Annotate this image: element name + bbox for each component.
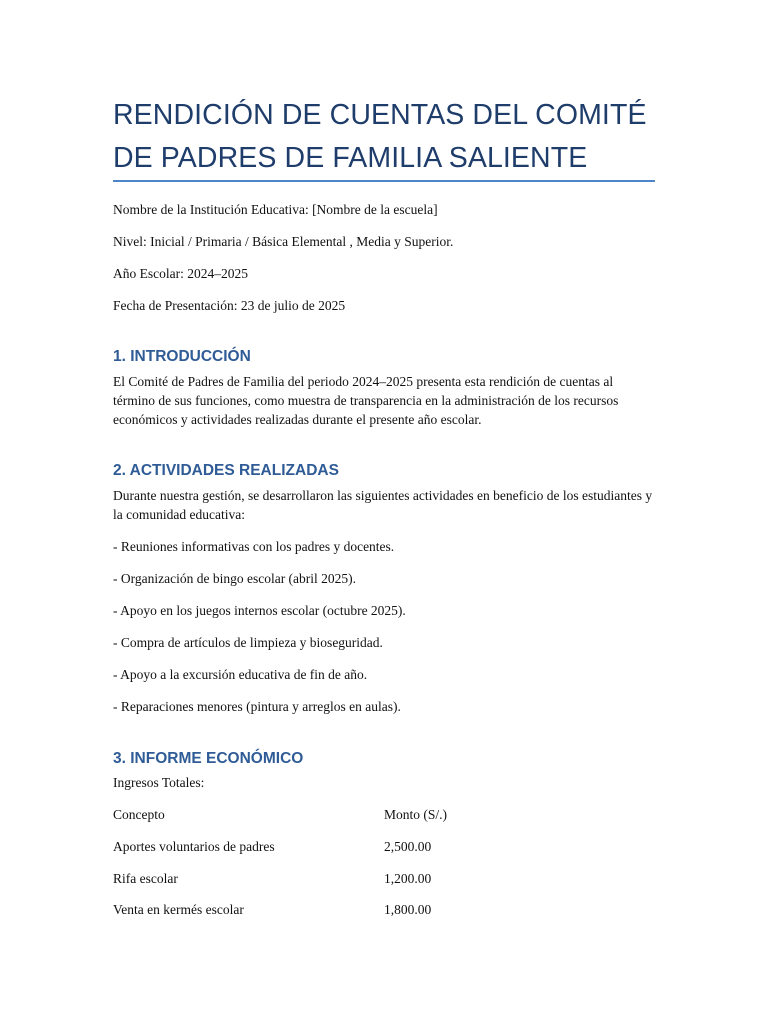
- activity-item: - Organización de bingo escolar (abril 2025).: [113, 571, 357, 586]
- section-heading-actividades: 2. ACTIVIDADES REALIZADAS: [113, 462, 339, 479]
- table-cell-monto: 1,800.00: [384, 902, 432, 917]
- table-cell-concepto: Venta en kermés escolar: [113, 902, 244, 917]
- section-heading-introduccion: 1. INTRODUCCIÓN: [113, 348, 251, 365]
- table-row: [113, 837, 655, 856]
- level-line: Nivel: Inicial / Primaria / Básica Elemental , Media y Superior.: [113, 234, 454, 249]
- document-title: RENDICIÓN DE CUENTAS DEL COMITÉ DE PADRES DE FAMILIA SALIENTE: [113, 99, 647, 174]
- table-cell-concepto: Aportes voluntarios de padres: [113, 839, 275, 854]
- table-cell-concepto: Rifa escolar: [113, 871, 178, 886]
- institution-line: Nombre de la Institución Educativa: [Nombre de la escuela]: [113, 202, 438, 217]
- activity-item: - Reuniones informativas con los padres y docentes.: [113, 539, 395, 554]
- column-header-concepto: Concepto: [113, 807, 165, 822]
- school-year-line: Año Escolar: 2024–2025: [113, 266, 248, 281]
- table-row: [113, 869, 655, 888]
- title-divider: [113, 180, 655, 182]
- intro-paragraph: El Comité de Padres de Familia del periodo 2024–2025 presenta esta rendición de cuentas al término de sus funciones, como muestra de transparencia en la administración de los recursos económicos y actividades realizadas durante el presente año escolar.: [113, 374, 619, 427]
- income-table-header: [113, 805, 655, 824]
- table-row: [113, 900, 655, 919]
- section-heading-informe-economico: 3. INFORME ECONÓMICO: [113, 750, 304, 767]
- income-subheading: Ingresos Totales:: [113, 775, 205, 790]
- activity-item: - Reparaciones menores (pintura y arreglos en aulas).: [113, 699, 401, 714]
- column-header-monto: Monto (S/.): [384, 807, 448, 822]
- presentation-date-line: Fecha de Presentación: 23 de julio de 2025: [113, 298, 346, 313]
- activities-paragraph: Durante nuestra gestión, se desarrollaron las siguientes actividades en beneficio de los estudiantes y la comunidad educativa:: [113, 488, 653, 522]
- activity-item: - Apoyo a la excursión educativa de fin de año.: [113, 667, 368, 682]
- activity-item: - Compra de artículos de limpieza y bioseguridad.: [113, 635, 383, 650]
- table-cell-monto: 2,500.00: [384, 839, 432, 854]
- table-cell-monto: 1,200.00: [384, 871, 432, 886]
- activity-item: - Apoyo en los juegos internos escolar (octubre 2025).: [113, 603, 406, 618]
